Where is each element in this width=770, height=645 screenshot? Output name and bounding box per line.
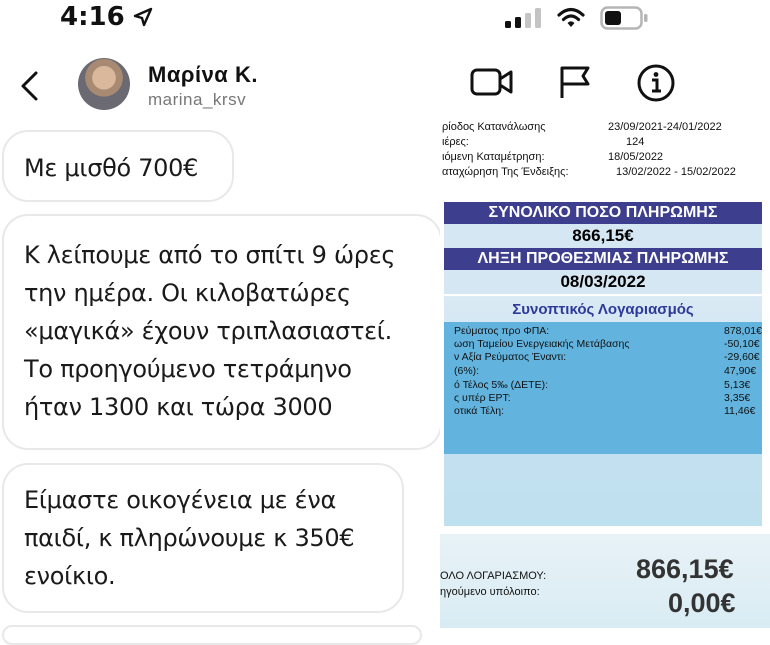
- bill-period-row: [442, 121, 722, 133]
- avatar[interactable]: [78, 58, 130, 110]
- bill-reading-entry-value: 13/02/2022 - 15/02/2022: [616, 166, 736, 178]
- message-bubble-partial[interactable]: [2, 625, 422, 645]
- status-time: 4:16: [60, 2, 125, 32]
- bill-next-reading-label: ιόμενη Καταμέτρηση:: [442, 151, 545, 163]
- bill-line: ς υπέρ ΕΡΤ: 3,35€: [454, 392, 751, 404]
- wifi-icon: [557, 7, 585, 29]
- bill-days-row: [442, 136, 645, 148]
- flag-icon[interactable]: [558, 64, 592, 100]
- bill-line: οτικά Τέλη: 11,46€: [454, 405, 756, 417]
- bill-period-label: ρίοδος Κατανάλωσης: [442, 121, 546, 133]
- contact-handle[interactable]: marina_krsv: [148, 90, 247, 109]
- contact-name[interactable]: Μαρίνα Κ.: [148, 62, 258, 87]
- status-bar: [0, 0, 770, 34]
- bill-line: ωση Ταμείου Ενεργειακής Μετάβασης -50,10€: [454, 338, 760, 350]
- video-call-icon[interactable]: [470, 66, 514, 98]
- bill-summary-title: Συνοπτικός Λογαριασμός: [512, 301, 694, 318]
- bill-totals-footer: [440, 534, 770, 628]
- account-total-label: ΟΛΟ ΛΟΓΑΡΙΑΣΜΟΥ:: [440, 570, 547, 582]
- bill-line: Ρεύματος προ ΦΠΑ: 878,01€: [454, 325, 762, 337]
- account-total-value: 866,15€: [636, 554, 734, 584]
- bill-reading-entry-label: αταχώρηση Της Ένδειξης:: [442, 166, 569, 178]
- bill-period-value: 23/09/2021-24/01/2022: [608, 121, 722, 133]
- previous-balance-label: ηγούμενο υπόλοιπο:: [440, 586, 540, 598]
- location-arrow-icon: [133, 7, 153, 27]
- bill-summary: [444, 296, 762, 526]
- bill-due-value: 08/03/2022: [444, 270, 762, 294]
- message-bubble[interactable]: Κ λείπουμε από το σπίτι 9 ώρες την ημέρα. Οι κιλοβατώρες «μαγικά» έχουν τριπλασιαστεί. Το προηγούμενο τετράμηνο ήταν 1300 και τώρα 3000: [2, 214, 442, 450]
- bill-reading-entry-row: [442, 166, 736, 178]
- message-bubble[interactable]: Με μισθό 700€: [2, 130, 234, 202]
- bill-days-value: 124: [626, 136, 645, 148]
- bill-total-value: 866,15€: [444, 224, 762, 248]
- cellular-signal-icon: [505, 8, 545, 28]
- bill-next-reading-value: 18/05/2022: [608, 151, 664, 163]
- bill-line: ν Αξία Ρεύματος Έναντι: -29,60€: [454, 351, 760, 363]
- bill-line: (6%): 47,90€: [454, 365, 757, 377]
- bill-next-reading-row: [442, 151, 664, 163]
- info-icon[interactable]: [636, 63, 676, 103]
- bill-days-label: ιέρες:: [442, 136, 469, 148]
- bill-total-heading: ΣΥΝΟΛΙΚΟ ΠΟΣΟ ΠΛΗΡΩΜΗΣ: [444, 202, 762, 224]
- battery-icon: [600, 6, 650, 30]
- message-bubble[interactable]: Είμαστε οικογένεια με ένα παιδί, κ πληρώνουμε κ 350€ ενοίκιο.: [2, 463, 404, 613]
- shared-bill-photo[interactable]: [440, 106, 770, 628]
- bill-line: ό Τέλος 5‰ (ΔΕΤΕ): 5,13€: [454, 379, 751, 391]
- bill-summary-lines: [444, 322, 762, 454]
- bill-due-heading: ΛΗΞΗ ΠΡΟΘΕΣΜΙΑΣ ΠΛΗΡΩΜΗΣ: [444, 248, 762, 270]
- back-chevron-icon[interactable]: [18, 70, 42, 102]
- previous-balance-value: 0,00€: [668, 588, 736, 618]
